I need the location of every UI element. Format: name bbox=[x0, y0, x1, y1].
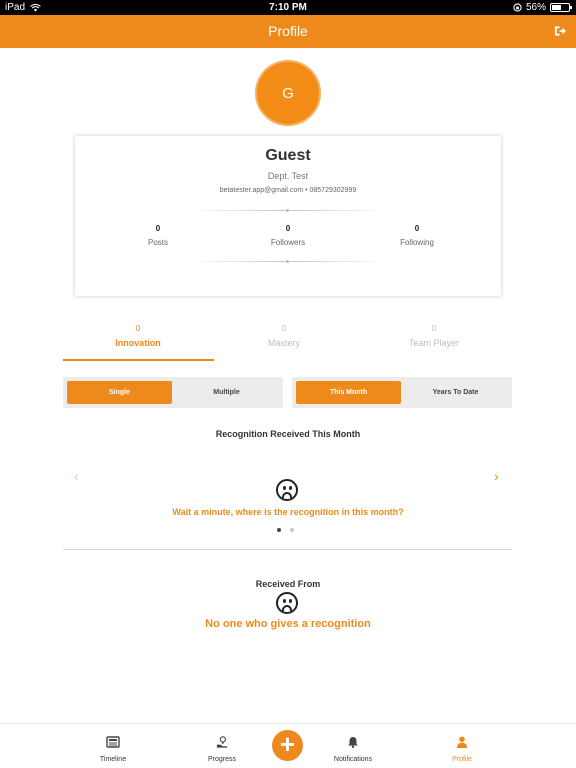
carousel-pagination bbox=[277, 528, 294, 532]
category-count: 0 bbox=[431, 324, 437, 333]
status-bar bbox=[0, 0, 576, 15]
section-divider bbox=[63, 549, 512, 550]
bell-icon bbox=[347, 736, 359, 748]
tab-label: Progress bbox=[207, 756, 236, 763]
category-count: 0 bbox=[135, 324, 141, 333]
add-button[interactable]: + bbox=[272, 730, 303, 761]
tab-notifications[interactable] bbox=[313, 736, 393, 763]
battery-percent: 56% bbox=[525, 2, 546, 13]
person-icon bbox=[456, 736, 468, 748]
years-to-date-option[interactable]: Years To Date bbox=[432, 389, 479, 396]
page-title: Profile bbox=[268, 23, 308, 39]
page-dot-active[interactable] bbox=[277, 528, 281, 532]
status-time: 7:10 PM bbox=[269, 2, 307, 13]
carousel-prev-button[interactable]: ‹ bbox=[74, 468, 79, 484]
divider bbox=[193, 261, 383, 262]
stat-label: Following bbox=[400, 238, 434, 247]
profile-contact: betatester.app@gmail.com • 085729302999 bbox=[219, 187, 357, 194]
stat-label: Posts bbox=[147, 238, 168, 247]
period-segmented-control bbox=[292, 377, 512, 408]
profile-department: Dept. Test bbox=[267, 171, 309, 181]
category-label: Mastery bbox=[267, 338, 300, 348]
sad-face-icon bbox=[276, 592, 298, 614]
tab-label: Notifications bbox=[333, 756, 373, 763]
profile-card bbox=[75, 136, 501, 296]
battery-icon bbox=[550, 3, 570, 12]
stat-value: 0 bbox=[155, 224, 161, 233]
category-label: Innovation bbox=[115, 338, 161, 348]
tab-mastery[interactable] bbox=[209, 324, 359, 348]
category-count: 0 bbox=[281, 324, 287, 333]
profile-name: Guest bbox=[265, 147, 311, 164]
single-option[interactable]: Single bbox=[67, 381, 172, 404]
category-label: Team Player bbox=[408, 338, 460, 348]
stat-following[interactable] bbox=[377, 224, 457, 247]
received-from-empty-message: No one who gives a recognition bbox=[205, 618, 371, 630]
stat-value: 0 bbox=[414, 224, 420, 233]
tab-label: Profile bbox=[452, 756, 472, 763]
tab-label: Timeline bbox=[99, 756, 127, 763]
tab-team-player[interactable] bbox=[359, 324, 509, 348]
progress-icon bbox=[215, 736, 229, 748]
page-dot[interactable] bbox=[290, 528, 294, 532]
this-month-option[interactable]: This Month bbox=[296, 381, 401, 404]
carousel-next-button[interactable]: › bbox=[494, 468, 499, 484]
recognition-empty-message: Wait a minute, where is the recognition in this month? bbox=[172, 507, 404, 517]
orientation-lock-icon bbox=[513, 3, 522, 12]
stat-label: Followers bbox=[270, 238, 306, 247]
sad-face-icon bbox=[276, 479, 298, 501]
timeline-icon bbox=[106, 736, 120, 748]
stat-posts[interactable] bbox=[118, 224, 198, 247]
tab-timeline[interactable] bbox=[73, 736, 153, 763]
divider bbox=[193, 210, 383, 211]
recognition-title: Recognition Received This Month bbox=[215, 429, 361, 439]
active-tab-indicator bbox=[63, 359, 214, 361]
multiple-option[interactable]: Multiple bbox=[213, 389, 240, 396]
type-segmented-control bbox=[63, 377, 283, 408]
nav-bar bbox=[0, 15, 576, 48]
stat-followers[interactable] bbox=[248, 224, 328, 247]
tab-profile[interactable] bbox=[422, 736, 502, 763]
avatar-initial: G bbox=[282, 84, 294, 102]
device-name: iPad bbox=[5, 2, 26, 13]
logout-icon[interactable] bbox=[554, 25, 567, 37]
tab-innovation[interactable] bbox=[63, 324, 213, 348]
avatar[interactable] bbox=[255, 60, 321, 126]
tab-progress[interactable] bbox=[182, 736, 262, 763]
stat-value: 0 bbox=[285, 224, 291, 233]
received-from-title: Received From bbox=[255, 579, 321, 589]
